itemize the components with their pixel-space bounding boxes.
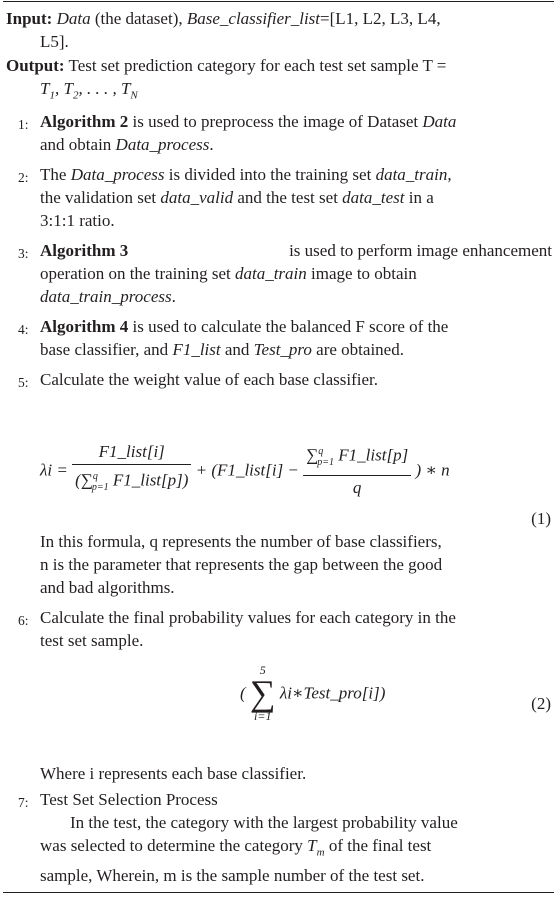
input-classifier-list: =[L1, L2, L3, L4, xyxy=(320,9,441,28)
input-desc: (the dataset), xyxy=(90,9,187,28)
eq1-middle: + (F1_list[i] − xyxy=(195,460,304,480)
step-number-7: 7: xyxy=(18,795,29,810)
output-desc: Test set prediction category for each test set sample T = xyxy=(68,56,447,75)
equation-1-description: In this formula, q represents the number of base classifiers, n is the parameter that represents the gap between the good and bad algorithms. xyxy=(40,532,443,597)
equation-2-description: Where i represents each base classifier. xyxy=(40,764,307,783)
equation-2-number: (2) xyxy=(531,694,551,713)
bottom-rule xyxy=(3,892,554,893)
input-continuation: L5]. xyxy=(40,32,69,51)
equation-2: ( 5 ∑ i=1 λi∗Test_pro[i]) xyxy=(240,663,386,723)
eq1-fraction-1: $\frac{\text{F1\_list[i]}}{(\sum^q_{p=1} F1\_list[p])}$ xyxy=(72,440,191,500)
step-6: Calculate the final probability values for each category in the test set sample. xyxy=(40,608,456,650)
output-section xyxy=(6,54,554,107)
step-number-3: 3: xyxy=(18,246,29,261)
output-label: Output: xyxy=(6,56,65,75)
step-5: Calculate the weight value of each base classifier. xyxy=(40,370,378,389)
step-number-6: 6: xyxy=(18,613,29,628)
input-classifier-list-name: Base_classifier_list xyxy=(186,9,321,28)
eq2-summation: 5 ∑ i=1 xyxy=(249,663,276,723)
step-7: Test Set Selection Process In the test, the category with the largest probability value was selected to determine the category $T_m$ of the final test sample, Wherein, m is the sample number of the test set. xyxy=(40,790,458,886)
input-data: Data xyxy=(56,9,91,28)
step-number-5: 5: xyxy=(18,375,29,390)
eq1-fraction-2: $\frac{\sum^q_{p=1} F1\_list[p]}{q}$ xyxy=(303,440,411,500)
equation-1 xyxy=(40,432,554,498)
output-sequence: $T_1$, $T_2$, . . . , $T_N$ xyxy=(40,79,138,102)
input-label: Input: xyxy=(6,9,53,28)
eq1-rhs: ) ∗ n xyxy=(415,460,450,480)
step-3: Algorithm 3 is used to perform image enhancement operation on the training set data_train image to obtain data_train_process. xyxy=(40,241,552,306)
step-4: Algorithm 4 is used to calculate the balanced F score of the base classifier, and F1_list and Test_pro are obtained. xyxy=(40,317,449,359)
equation-1-number: (1) xyxy=(531,509,551,528)
step-1: Algorithm 2 is used to preprocess the image of Dataset Data and obtain Data_process. xyxy=(40,112,457,154)
step-2: The Data_process is divided into the training set data_train, the validation set data_valid and the test set data_test in a 3:1:1 ratio. xyxy=(40,165,452,230)
eq1-lhs: λi = xyxy=(40,460,68,480)
input-section xyxy=(6,7,554,53)
step-number-1: 1: xyxy=(18,117,29,132)
top-rule xyxy=(3,1,554,2)
step-number-4: 4: xyxy=(18,322,29,337)
step-number-2: 2: xyxy=(18,170,29,185)
